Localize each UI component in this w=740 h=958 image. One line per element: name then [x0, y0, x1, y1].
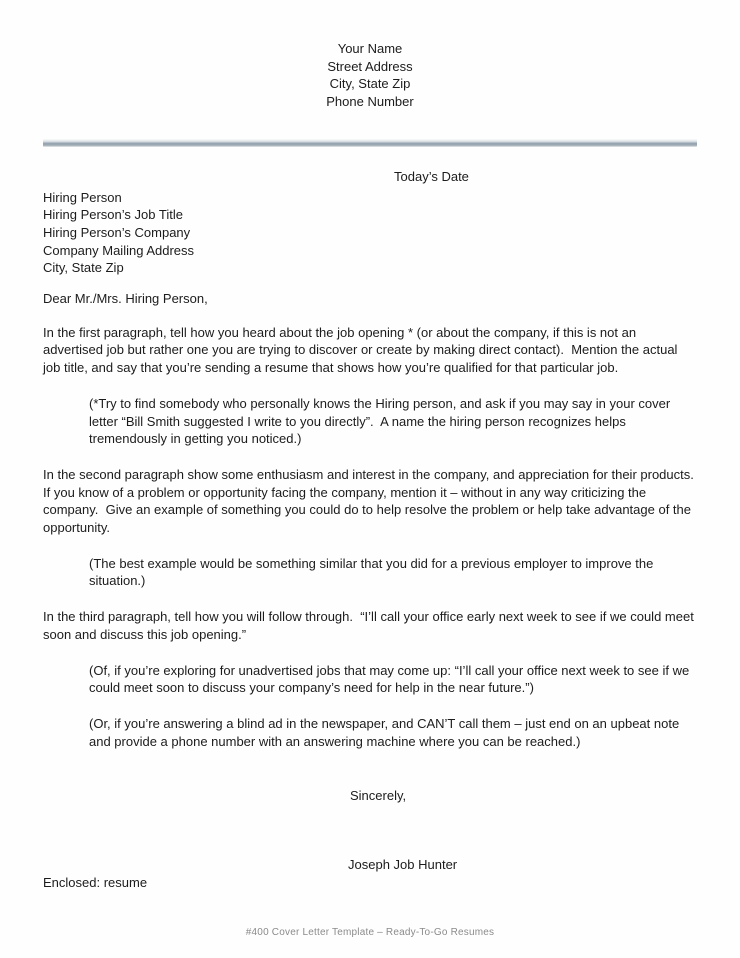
sender-street-line: Street Address — [327, 58, 413, 74]
footer-note: #400 Cover Letter Template – Ready-To-Go Resumes — [245, 927, 495, 939]
indented-note-best-example: (The best example would be something similar that you did for a previous employer to improve the situation.) — [89, 555, 657, 589]
sender-name-line: Your Name — [337, 41, 403, 56]
indented-note-blind-ad: (Or, if you’re answering a blind ad in the newspaper, and CAN’T call them – just end on an upbeat note and provide a phone number with an answering machine where you can be reached.) — [89, 715, 683, 749]
body-paragraph-first: In the first paragraph, tell how you heard about the job opening * (or about the company, if this is not an advertised job but rather one you are trying to discover or create by making direct contact). Mention the actual job title, and say that you’re sending a resume that shows how you’re qualified for that particular job. — [43, 324, 682, 376]
indented-note-unadvertised: (Of, if you’re exploring for unadvertised jobs that may come up: “I’ll call your office next week to see if we could meet soon to discuss your company’s need for help in the near future.”) — [89, 662, 693, 696]
closing-sincerely: Sincerely, — [350, 788, 407, 804]
recipient-block — [43, 189, 697, 278]
recipient-title-line: Hiring Person’s Job Title — [43, 207, 183, 223]
recipient-name-line: Hiring Person — [43, 189, 122, 205]
enclosure-note: Enclosed: resume — [43, 874, 148, 890]
divider-rule — [43, 139, 697, 147]
signature-name: Joseph Job Hunter — [348, 857, 458, 873]
recipient-city-line: City, State Zip — [43, 260, 124, 276]
body-paragraph-second: In the second paragraph show some enthusiasm and interest in the company, and appreciation for their products. If you know of a problem or opportunity facing the company, mention it – without in any way criticizing the company. Give an example of something you could do to help resolve the problem or help take advantage of the opportunity. — [43, 466, 702, 536]
sender-city-line: City, State Zip — [329, 76, 411, 92]
sender-block — [43, 0, 697, 111]
body-paragraph-third: In the third paragraph, tell how you will follow through. “I’ll call your office early next week to see if we could meet soon and discuss this job opening.” — [43, 609, 698, 642]
date-line: Today’s Date — [394, 168, 469, 184]
sender-phone-line: Phone Number — [326, 94, 414, 110]
recipient-address-line: Company Mailing Address — [43, 242, 195, 258]
indented-note-try-to-find: (*Try to find somebody who personally knows the Hiring person, and ask if you may say in your cover letter “Bill Smith suggested I write to you directly”. A name the hiring person recognizes helps tremendously in getting you noticed.) — [89, 395, 674, 447]
recipient-company-line: Hiring Person’s Company — [43, 224, 191, 240]
salutation: Dear Mr./Mrs. Hiring Person, — [43, 291, 208, 307]
